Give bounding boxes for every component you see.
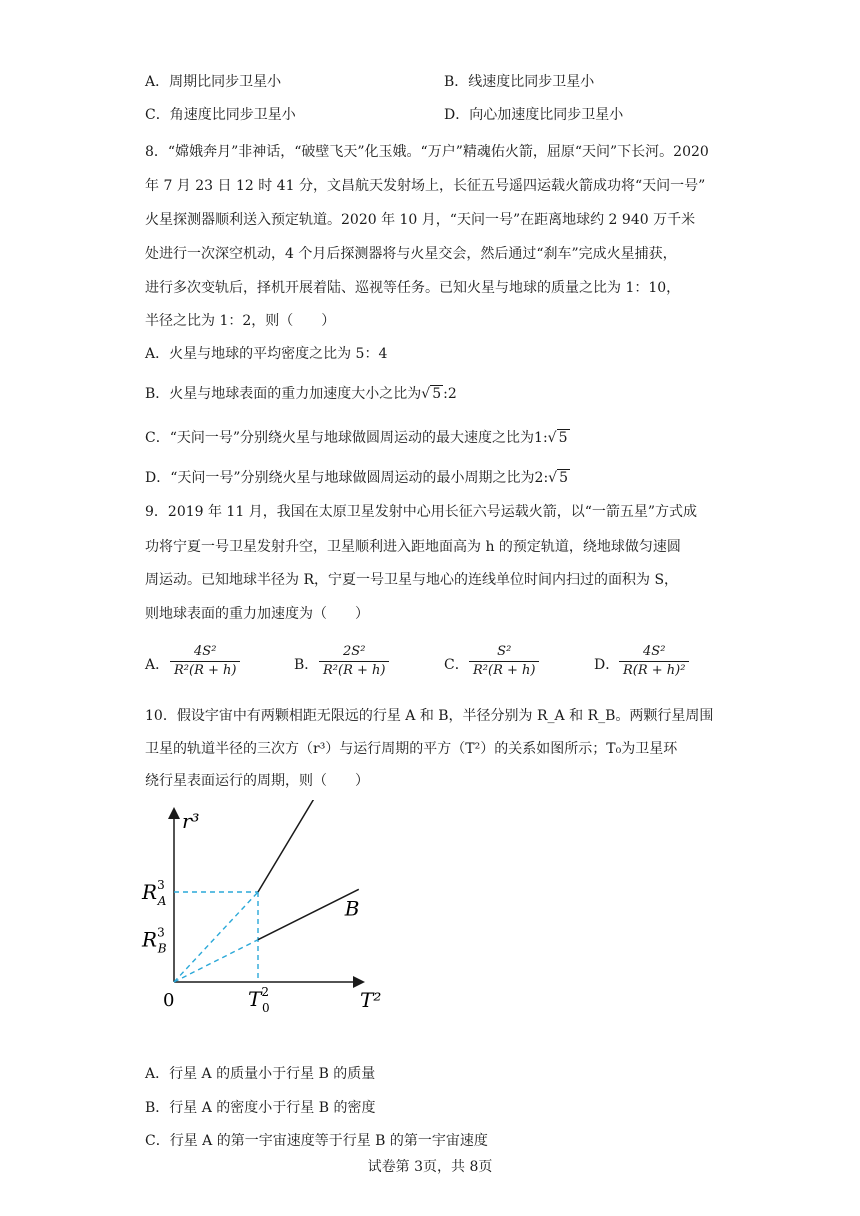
q9-stem-line: 9．2019 年 11 月，我国在太原卫星发射中心用长征六号运载火箭，以“一箭五星”方式成 (145, 504, 698, 520)
series-b-label: B (344, 896, 360, 921)
q8-stem-line: 进行多次变轨后，择机开展着陆、巡视等任务。已知火星与地球的质量之比为 1：10， (145, 280, 681, 296)
q10-stem-line: 卫星的轨道半径的三次方（r³）与运行周期的平方（T²）的关系如图所示；T₀为卫星环 (145, 741, 678, 757)
q9-stem-line: 周运动。已知地球半径为 R，宁夏一号卫星与地心的连线单位时间内扫过的面积为 S， (145, 572, 679, 588)
fraction-numerator: 4S² (619, 643, 689, 662)
series-a-dashed-segment (174, 892, 258, 982)
q9-option-d-fraction (619, 643, 689, 680)
q9-option-a-fraction (170, 643, 240, 680)
origin-label: 0 (163, 990, 175, 1011)
q8-option-b[interactable] (145, 384, 457, 404)
q10-option-a[interactable]: A．行星 A 的质量小于行星 B 的质量 (145, 1066, 376, 1082)
q7-option-a[interactable]: A．周期比同步卫星小 (145, 74, 282, 90)
series-b-line (258, 889, 359, 939)
fraction-numerator: S² (469, 643, 539, 662)
fraction-denominator: R(R + h)² (623, 663, 686, 678)
q9-stem-line: 则地球表面的重力加速度为（ ） (145, 606, 369, 622)
fraction-denominator: R²(R + h) (323, 663, 386, 678)
q8-option-b-radicand: 5 (432, 386, 442, 402)
y-axis-label: r³ (182, 809, 200, 833)
q9-option-d-label: D． (594, 657, 620, 673)
q8-stem-line: 半径之比为 1：2，则（ ） (145, 313, 336, 329)
q7-option-c[interactable]: C．角速度比同步卫星小 (145, 107, 296, 123)
fraction-denominator: R²(R + h) (174, 663, 237, 678)
q7-option-d[interactable]: D．向心加速度比同步卫星小 (444, 107, 624, 123)
sqrt-symbol: √ (547, 430, 557, 446)
q8-option-d-radicand: 5 (559, 470, 569, 486)
q8-stem-line: 8．“嫦娥奔月”非神话，“破壁飞天”化玉娥。“万户”精魂佑火箭，屈原“天问”下长河。2020 (145, 144, 709, 160)
series-b-dashed-segment (174, 940, 258, 982)
q9-option-b-label: B． (294, 657, 319, 673)
q8-option-d-text: D．“天问一号”分别绕火星与地球做圆周运动的最小周期之比为 (145, 470, 535, 486)
q9-option-b-fraction (319, 643, 389, 680)
q8-option-c-ratio: 1: (534, 430, 548, 446)
q10-stem-line: 绕行星表面运行的周期，则（ ） (145, 773, 369, 789)
sqrt-symbol: √ (548, 470, 558, 486)
fraction-denominator: R²(R + h) (473, 663, 536, 678)
y-tick-label-ra3: $R^3$ A (142, 878, 167, 908)
q8-option-b-ratio: :2 (443, 386, 457, 402)
q10-option-b[interactable]: B．行星 A 的密度小于行星 B 的密度 (145, 1100, 376, 1116)
q9-stem-line: 功将宁夏一号卫星发射升空，卫星顺利进入距地面高为 h 的预定轨道，绕地球做匀速圆 (145, 539, 681, 555)
fraction-numerator: 2S² (319, 643, 389, 662)
q8-option-d-ratio: 2: (534, 470, 549, 486)
page-footer: 试卷第 3页，共 8页 (367, 1159, 493, 1175)
q8-stem-line: 火星探测器顺利送入预定轨道。2020 年 10 月，“天问一号”在距离地球约 2 940 万千米 (145, 212, 696, 228)
q9-option-c-label: C． (444, 657, 469, 673)
sqrt-symbol: √ (421, 386, 431, 402)
q8-option-b-text: B．火星与地球表面的重力加速度大小之比为 (145, 386, 422, 402)
q9-option-a-label: A． (145, 657, 170, 673)
x-axis-label: T² (360, 988, 382, 1012)
q8-option-c[interactable] (145, 428, 570, 448)
q8-option-a[interactable]: A．火星与地球的平均密度之比为 5：4 (145, 346, 388, 362)
fraction-numerator: 4S² (170, 643, 240, 662)
q10-stem-line: 10．假设宇宙中有两颗相距无限远的行星 A 和 B，半径分别为 R_A 和 R_B。两颗行星周围 (145, 708, 714, 724)
x-tick-label-t0sq: $T^2$ 0 (248, 985, 270, 1015)
q10-option-c[interactable]: C．行星 A 的第一宇宙速度等于行星 B 的第一宇宙速度 (145, 1133, 488, 1149)
q8-stem-line: 处进行一次深空机动，4 个月后探测器将与火星交会，然后通过“刹车”完成火星捕获， (145, 246, 677, 262)
r3-t2-graph (130, 800, 400, 1030)
q8-option-c-text: C．“天问一号”分别绕火星与地球做圆周运动的最大速度之比为 (145, 430, 535, 446)
series-a-line (258, 800, 334, 892)
q9-option-c-fraction (469, 643, 539, 680)
q8-option-c-radicand: 5 (558, 430, 568, 446)
y-tick-label-rb3: $R^3$ B (142, 925, 167, 956)
q7-option-b[interactable]: B．线速度比同步卫星小 (444, 74, 595, 90)
q8-stem-line: 年 7 月 23 日 12 时 41 分，文昌航天发射场上，长征五号遥四运载火箭成功将“天问一号” (145, 178, 706, 194)
q8-option-d[interactable] (145, 468, 570, 488)
